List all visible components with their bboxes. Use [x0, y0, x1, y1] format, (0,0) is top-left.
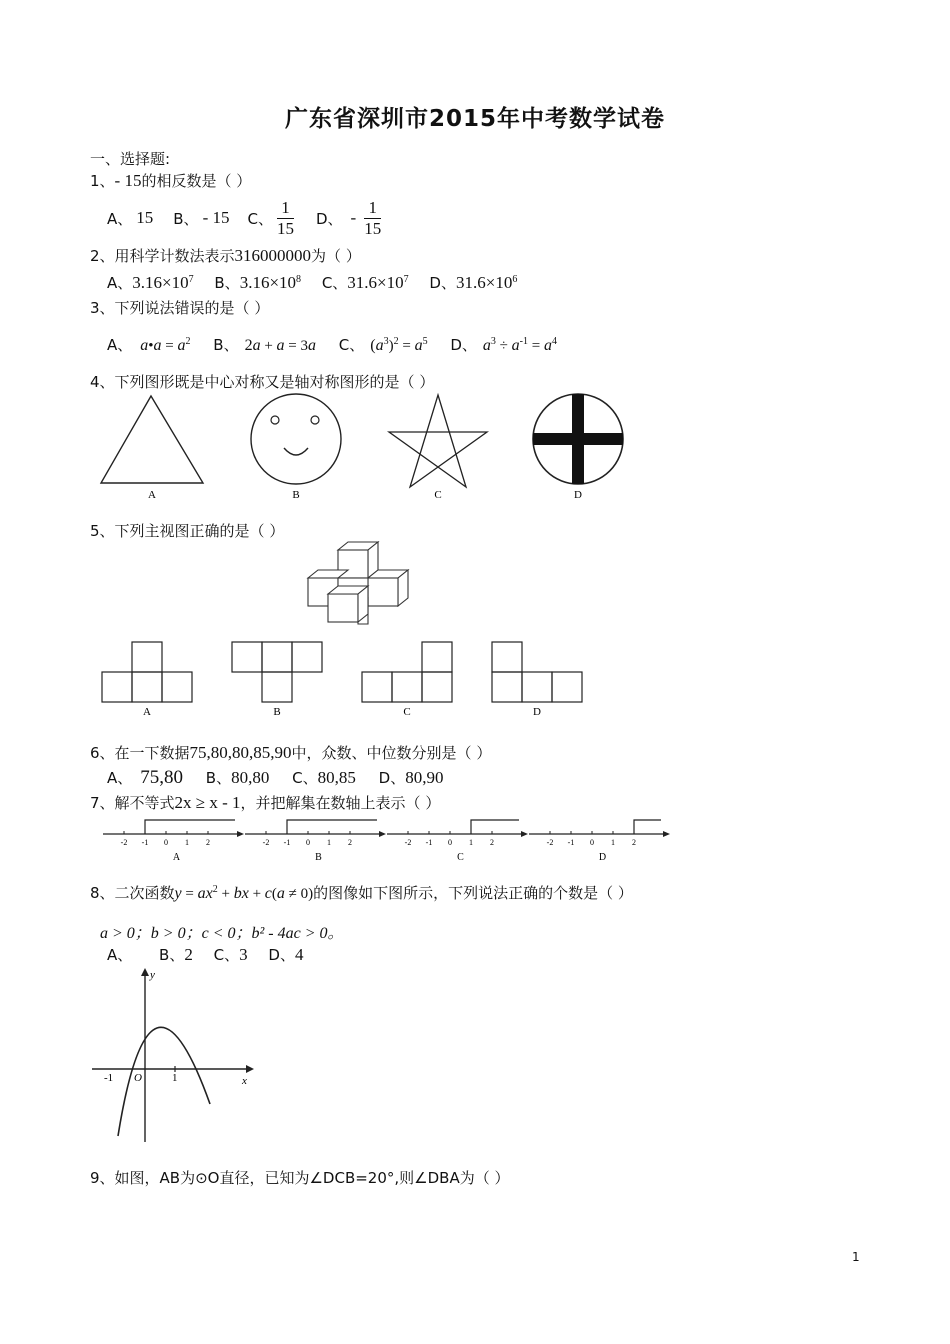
question-3-options: A、 a•a = $a^2$ B、 2a + a = 3a C、 $(a^3)^2 = a^5$ D、 $a^3 \div a^{-1} = a^4$: [107, 336, 557, 354]
number-lines: [95, 814, 675, 864]
tick-label: 2: [206, 838, 210, 847]
question-2-options: A、$3.16\times 10^7$ B、$3.16\times 10^8$ C、$31.6\times 10^7$ D、$31.6\times 10^6$: [107, 273, 518, 292]
number-line-label: B: [315, 852, 322, 863]
solution-bracket: [634, 820, 661, 834]
question-2: 2、用科学计数法表示316000000为（ ）: [90, 246, 361, 265]
number-line-label: A: [172, 852, 181, 863]
parabola-curve: [118, 1027, 210, 1136]
question-1-options: A、 15 B、 - 15 C、 $\frac{1}{15}$ D、 - $\frac{1}{15}$: [107, 197, 382, 238]
view-label-d: D: [533, 706, 541, 718]
number-line-label: D: [598, 852, 607, 863]
question-4: 4、下列图形既是中心对称又是轴对称图形的是（ ）: [90, 373, 435, 391]
number-line-c: [387, 820, 528, 863]
tick-label: 1: [611, 838, 615, 847]
view-label-b: B: [273, 706, 281, 718]
tick-label: 1: [327, 838, 331, 847]
section-heading: 一、选择题:: [90, 150, 171, 168]
number-line-label: C: [457, 852, 464, 863]
tick-label: -2: [262, 838, 270, 847]
question-6: 6、在一下数据75,80,80,85,90中，众数、中位数分别是（ ）: [90, 743, 492, 762]
tick-label: -2: [120, 838, 128, 847]
tick-label: 2: [348, 838, 352, 847]
question-1: 1、- 15的相反数是（ ）: [90, 171, 252, 190]
figure-label-c: C: [434, 489, 442, 501]
figure-label-a: A: [148, 489, 156, 501]
question-5: 5、下列主视图正确的是（ ）: [90, 522, 285, 540]
tick-label: 2: [490, 838, 494, 847]
figure-label-b: B: [292, 489, 300, 501]
3d-block-figure: [300, 540, 410, 625]
tick-label: -1: [283, 838, 291, 847]
tick-label: 0: [590, 838, 594, 847]
question-6-options: A、 75,80 B、80,80 C、80,85 D、80,90: [107, 767, 444, 788]
tick-label: 0: [448, 838, 452, 847]
view-label-c: C: [403, 706, 411, 718]
question-8-statements: a > 0；b > 0；c < 0；b² - 4ac > 0。: [100, 925, 344, 942]
question-8-options: A、 B、2 C、3 D、4: [107, 945, 304, 964]
question-7: 7、解不等式2x ≥ x - 1，并把解集在数轴上表示（ ）: [90, 793, 441, 812]
page-title: 广东省深圳市2015年中考数学试卷: [284, 106, 665, 132]
page-number: 1: [852, 1250, 860, 1264]
tick-label: 2: [632, 838, 636, 847]
circle-cross-figure: [533, 394, 623, 484]
figure-label-d: D: [574, 489, 582, 501]
solution-bracket: [471, 820, 519, 834]
solution-bracket: [287, 820, 377, 834]
triangle-figure: [101, 396, 203, 483]
solution-bracket: [145, 820, 235, 834]
tick-label: -1: [425, 838, 433, 847]
number-line-a: [103, 820, 244, 863]
number-line-b: [245, 820, 386, 863]
question-4-figures: [90, 390, 650, 505]
tick-1-label: 1: [172, 1072, 178, 1084]
smiley-figure: [251, 394, 341, 484]
y-axis-label: y: [150, 969, 155, 981]
tick-label: 0: [164, 838, 168, 847]
tick-label: -1: [567, 838, 575, 847]
tick-label: -2: [404, 838, 412, 847]
tick-label: 1: [185, 838, 189, 847]
question-5-options: [90, 636, 600, 721]
star-figure: [389, 395, 487, 487]
tick-label: 1: [469, 838, 473, 847]
question-3: 3、下列说法错误的是（ ）: [90, 299, 270, 317]
parabola-graph: [90, 966, 255, 1146]
origin-label: O: [134, 1072, 142, 1084]
tick-label: -1: [141, 838, 149, 847]
tick-label: -2: [546, 838, 554, 847]
question-8: 8、二次函数$y = ax^2$ + bx + c(a ≠ 0)的图像如下图所示，下列说法正确的个数是（ ）: [90, 884, 633, 902]
x-axis-label: x: [242, 1075, 247, 1087]
tick-neg1-label: -1: [104, 1072, 114, 1084]
view-label-a: A: [143, 706, 151, 718]
question-9: 9、如图，AB为⊙O直径，已知为∠DCB=20°,则∠DBA为（ ）: [90, 1169, 510, 1187]
tick-label: 0: [306, 838, 310, 847]
number-line-d: [529, 820, 670, 863]
